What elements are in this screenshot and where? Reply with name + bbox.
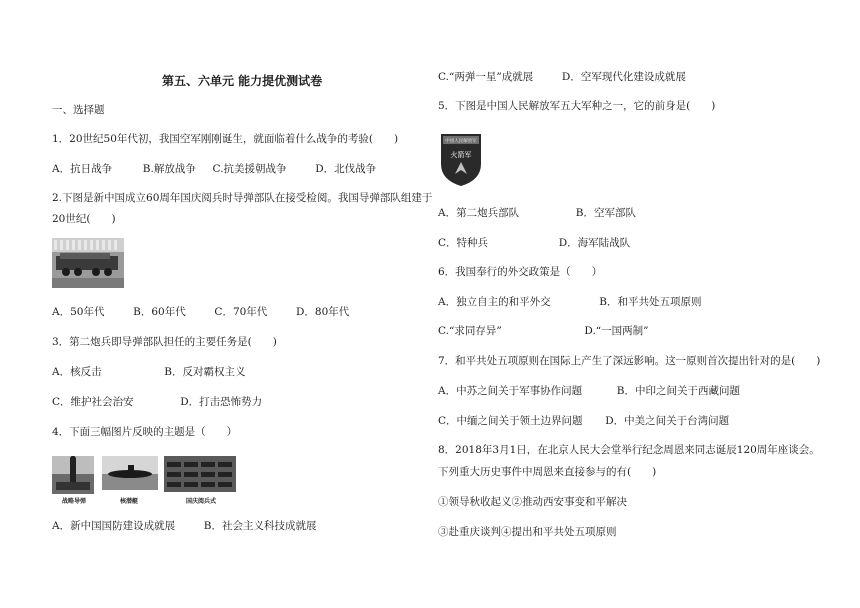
question-7-options-row1 — [438, 384, 740, 398]
option: B．空军部队 — [575, 207, 636, 219]
option: C.“两弹一星”成就展 — [438, 71, 534, 83]
option: D．80年代 — [296, 306, 350, 318]
option: D．中美之间关于台湾问题 — [605, 415, 730, 427]
option: C．70年代 — [214, 306, 268, 318]
section-heading: 一、选择题 — [52, 104, 105, 116]
caption-submarine: 核潜艇 — [120, 498, 139, 505]
option: D．空军现代化建设成就展 — [561, 71, 686, 83]
question-8-items-2: ③赴重庆谈判④提出和平共处五项原则 — [438, 526, 617, 538]
question-6: 6．我国奉行的外交政策是（ ） — [438, 266, 603, 278]
option: C．特种兵 — [438, 237, 489, 249]
rocket-force-badge — [438, 130, 484, 188]
question-3: 3．第二炮兵即导弹部队担任的主要任务是( ) — [52, 336, 277, 348]
option: B．社会主义科技成就展 — [203, 520, 317, 532]
option: C．维护社会治安 — [52, 396, 134, 408]
option: B．和平共处五项原则 — [599, 296, 702, 308]
option: D.“一国两制” — [584, 325, 649, 337]
question-5-options-row2 — [438, 236, 630, 250]
question-3-options-row2 — [52, 395, 262, 409]
option: A．抗日战争 — [52, 163, 113, 175]
option: A．第二炮兵部队 — [438, 207, 520, 219]
question-8-items-1: ①领导秋收起义②推动西安事变和平解决 — [438, 496, 627, 508]
question-5-options-row1 — [438, 206, 636, 220]
question-2-cont: 20世纪( ) — [52, 213, 116, 225]
question-8-cont: 下列重大历史事件中周恩来直接参与的有( ) — [438, 466, 657, 478]
option: C．中缅之间关于领土边界问题 — [438, 415, 583, 427]
question-4: 4．下面三幅图片反映的主题是（ ） — [52, 426, 238, 438]
question-6-options-row2 — [438, 324, 649, 338]
option: A．独立自主的和平外交 — [438, 296, 551, 308]
question-7: 7．和平共处五项原则在国际上产生了深远影响。这一原则首次提出针对的是( ) — [438, 355, 821, 367]
option: A．中苏之间关于军事协作问题 — [438, 385, 583, 397]
question-1: 1．20世纪50年代初，我国空军刚刚诞生，就面临着什么战争的考验( ) — [52, 133, 399, 145]
option: B.解放战争 — [142, 163, 196, 175]
question-4-options-cont — [438, 70, 686, 84]
question-5: 5．下图是中国人民解放军五大军种之一，它的前身是( ) — [438, 100, 716, 112]
option: D．打击恐怖势力 — [180, 396, 263, 408]
option: C.“求同存异” — [438, 325, 502, 337]
option: C.抗美援朝战争 — [212, 163, 287, 175]
page-title: 第五、六单元 能力提优测试卷 — [162, 74, 323, 88]
option: A．50年代 — [52, 306, 105, 318]
option: D．北伐战争 — [315, 163, 377, 175]
question-2-options — [52, 305, 349, 319]
option: D．海军陆战队 — [558, 237, 631, 249]
missile-parade-photo — [52, 238, 124, 288]
option: B．60年代 — [133, 306, 186, 318]
parade-photo — [164, 456, 236, 492]
caption-missile: 战略导弹 — [62, 498, 87, 505]
question-1-options — [52, 162, 376, 176]
option: A．核反击 — [52, 366, 102, 378]
option: A．新中国国防建设成就展 — [52, 520, 176, 532]
strategic-missile-photo — [52, 456, 94, 494]
submarine-photo — [102, 456, 158, 490]
question-3-options-row1 — [52, 365, 246, 379]
option: B．中印之间关于西藏问题 — [616, 385, 740, 397]
question-7-options-row2 — [438, 414, 729, 428]
question-6-options-row1 — [438, 295, 702, 309]
question-4-options — [52, 519, 317, 533]
option: B．反对霸权主义 — [164, 366, 246, 378]
badge-text: 火箭军 — [450, 151, 472, 159]
badge-top-text: 中国人民解放军 — [445, 139, 477, 144]
question-8: 8．2018年3月1日，在北京人民大会堂举行纪念周恩来同志诞辰120周年座谈会。 — [438, 444, 820, 456]
caption-parade: 国庆阅兵式 — [186, 498, 217, 505]
question-2: 2.下图是新中国成立60周年国庆阅兵时导弹部队在接受检阅。我国导弹部队组建于 — [52, 192, 433, 204]
